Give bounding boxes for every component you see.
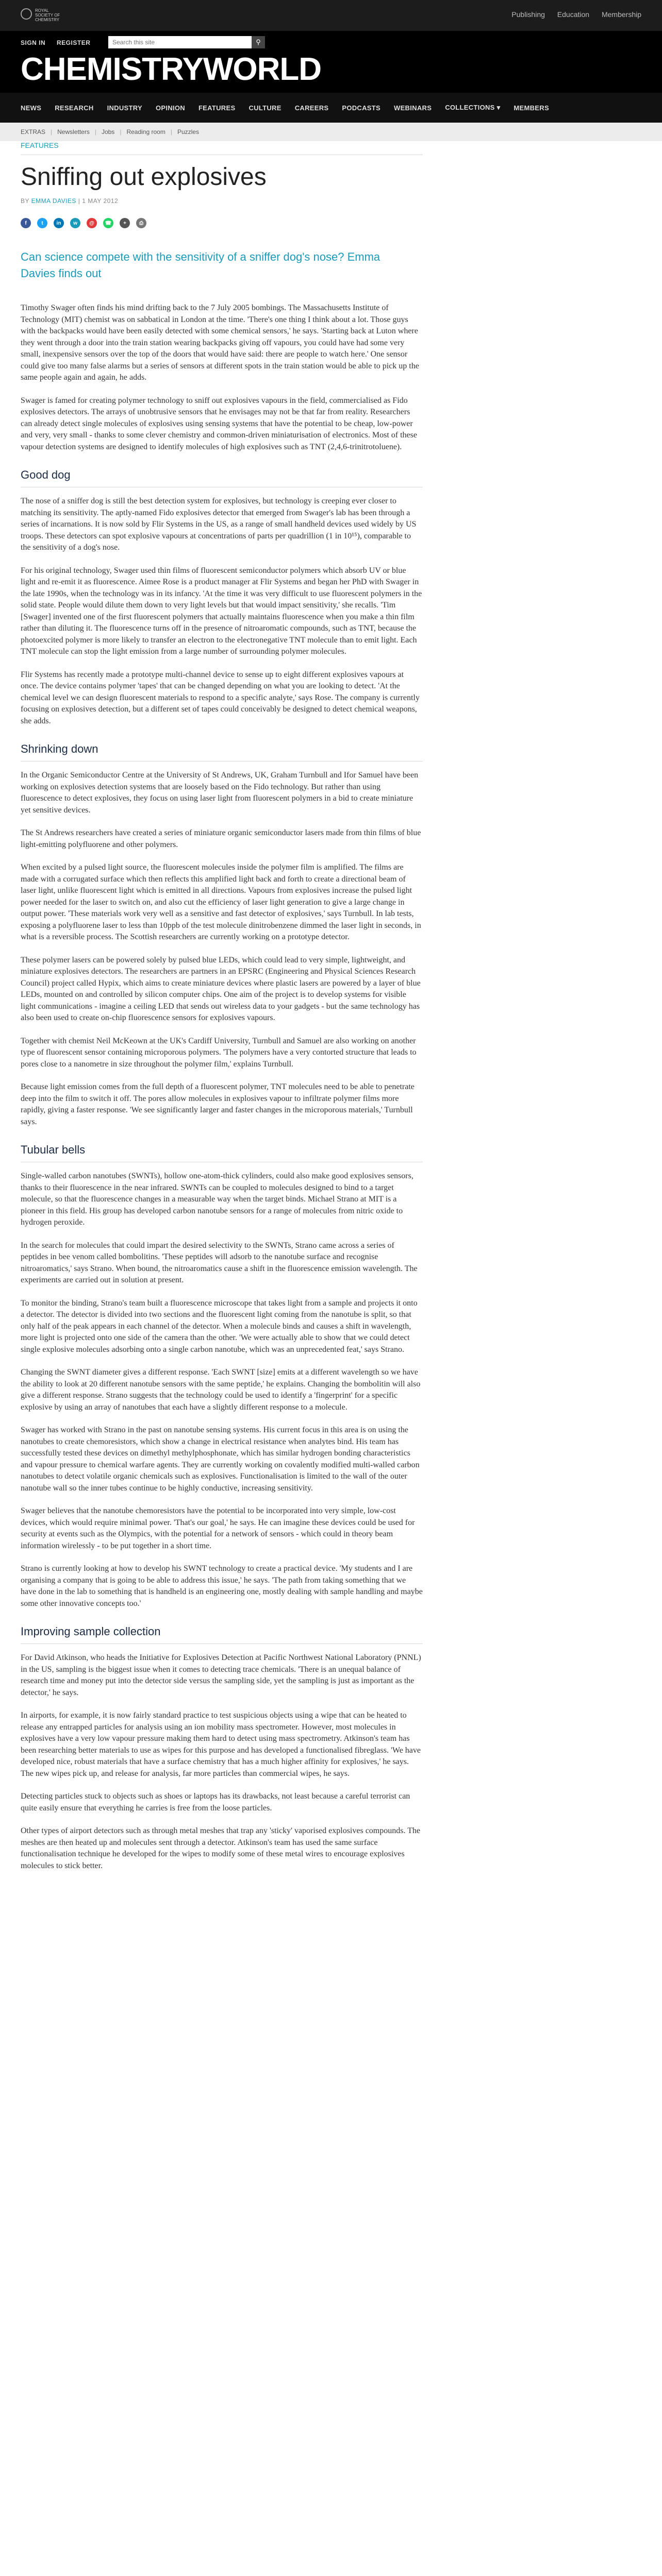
body-paragraph: For David Atkinson, who heads the Initiative for Explosives Detection at Pacific Northwest National Laboratory (PNNL) in the US, sampling is the biggest issue when it comes to detecting trace chemicals. 'There is an unequal balance of research time and money put into the detector side versus the sampling side, yet the sampling is just as important as the detector,' he says. <box>21 1653 421 1697</box>
link-publishing[interactable]: Publishing <box>511 10 545 19</box>
body-paragraph: These polymer lasers can be powered solely by pulsed blue LEDs, which could lead to very simple, lightweight, and miniature explosives detectors. The researchers are partners in an EPSRC (Engineering and Physical Sciences Research Council) project called Hypix, which aims to create miniature devices where plastic lasers are powered by a layer of blue LEDs, mounted on and controlled by silicon computer chips. One aim of the project is to develop systems for visible light communications - imagine a ceiling LED that sends out wireless data to your gadgets - but the same technology has also been used to create on-chip fluorescence sensors for explosives vapours. <box>21 955 421 1022</box>
subheading-improving-sample-collection: Improving sample collection <box>21 1625 161 1638</box>
subnav-newsletters[interactable]: Newsletters <box>57 128 90 135</box>
search-input[interactable] <box>108 36 256 48</box>
article-title: Sniffing out explosives <box>21 163 267 191</box>
email-icon[interactable]: @ <box>87 218 97 228</box>
subnav-puzzles[interactable]: Puzzles <box>177 128 199 135</box>
nav-careers[interactable]: CAREERS <box>294 104 329 112</box>
subheading-tubular-bells: Tubular bells <box>21 1143 86 1156</box>
search-button[interactable] <box>252 36 265 48</box>
body-paragraph: Together with chemist Neil McKeown at the UK's Cardiff University, Turnbull and Samuel are also working on another type of fluorescent sensor containing microporous polymers. 'The polymers have a very contorted structure that leads to pores close to a nanometre in size throughout the polymer film,' explains Turnbull. <box>21 1036 417 1069</box>
body-paragraph: Timothy Swager often finds his mind drifting back to the 7 July 2005 bombings. The Massachusetts Institute of Technology (MIT) chemist was on sabbatical in London at the time. 'There's one thing I think about a lot. Those guys with the backpacks would have been easily detected with some chemical sensors,' he says. 'Starting back at Luton where they went through a door into the train station wearing backpacks giving off vapours, you could have had some very small, inexpensive sensors over the top of the doors that would have said: there are people to watch here.' One sensor could give too many false alarms but a series of sensors at different spots in the train station would be able to pick up the same people again and again, he adds. <box>21 303 419 382</box>
sign-in-link[interactable]: SIGN IN <box>21 39 46 46</box>
subnav-jobs[interactable]: Jobs <box>101 128 115 135</box>
register-link[interactable]: REGISTER <box>57 39 91 46</box>
subheading-good-dog: Good dog <box>21 468 71 481</box>
standfirst: Can science compete with the sensitivity of a sniffer dog's nose? Emma Davies finds out <box>21 250 380 280</box>
section-label[interactable]: FEATURES <box>21 141 59 149</box>
body-paragraph: Other types of airport detectors such as through metal meshes that trap any 'sticky' vaporised explosives compounds. The meshes are then heated up and molecules sent through a detector. Atkinson's team has used the same surface functionalisation technique he developed for the wipes to modify some of these metal wires to encourage explosives molecules to stick better. <box>21 1826 421 1870</box>
search-icon: ⚲ <box>256 38 261 46</box>
nav-news[interactable]: NEWS <box>21 104 42 112</box>
body-paragraph: Swager has worked with Strano in the past on nanotube sensing systems. His current focus in this area is on using the nanotubes to create chemoresistors, which show a change in electrical resistance when analytes bind. His team has successfully tested these devices on dimethyl methylphosphonate, which has similar hydrogen bonding characteristics and vapour pressure to chemical warfare agents. They are currently working on covalently modified multi-walled carbon nanotubes to detect volatile organic chemicals such as explosives. Functionalisation is limited to the wall of the outer nanotube wall so the inner tubes continue to be highly conductive, increasing sensitivity. <box>21 1426 420 1493</box>
nav-members[interactable]: MEMBERS <box>514 104 549 112</box>
publish-date: 1 MAY 2012 <box>82 197 119 205</box>
body-paragraph: Swager believes that the nanotube chemoresistors have the potential to be incorporated into very simple, low-cost devices, which would require minimal power. 'That's our goal,' he says. He can imagine these devices could be used for security at events such as the Olympics, with the potential for a network of sensors - which could in theory beam information wirelessly - to be put together in a short time. <box>21 1506 415 1550</box>
subnav-separator: | <box>120 128 122 135</box>
twitter-icon[interactable]: t <box>37 218 47 228</box>
print-icon[interactable]: ⎙ <box>136 218 146 228</box>
nav-podcasts[interactable]: PODCASTS <box>342 104 380 112</box>
nav-features[interactable]: FEATURES <box>198 104 236 112</box>
link-education[interactable]: Education <box>557 10 590 19</box>
body-paragraph: To monitor the binding, Strano's team built a fluorescence microscope that takes light from a sample and projects it onto a detector. The detector is divided into two sections and the fluorescent light coming from the nanotube is split, so that only half of the peak appears in each channel of the detector. When a molecule binds and causes a shift in wavelength, more light is projected onto one side of the camera than the other. 'We were actually able to show that we could detect single explosive molecules adsorbing onto a single carbon nanotube, which was an unprecedented feat,' says Strano. <box>21 1298 418 1354</box>
subnav-extras: EXTRAS <box>21 128 46 135</box>
site-header <box>0 31 662 93</box>
body-paragraph: The St Andrews researchers have created a series of miniature organic semiconductor lasers made from thin films of blue light-emitting polyfluorene and other polymers. <box>21 828 421 849</box>
byline-prefix: BY <box>21 197 29 205</box>
body-paragraph: When excited by a pulsed light source, the fluorescent molecules inside the polymer film is amplified. The films are made with a corrugated surface which then reflects this amplified light back and forth to create a directional beam of laser light, unlike fluorescent light which is emitted in all directions. Vapours from explosives increase the pulsed light power needed for the laser to switch on, and also cut the efficiency of laser light generation to give a large change in output power. 'These materials work very well as a sensitive and fast detector of explosives,' says Turnbull. In lab tests, exposing a polyfluorene laser to less than 10ppb of the test molecule dinitrobenzene dimmed the laser light in seconds, in what is a reversible process. The Scottish researchers are currently working on a prototype detector. <box>21 863 421 941</box>
body-paragraph: In airports, for example, it is now fairly standard practice to test suspicious objects using a wipe that can be heated to release any entrapped particles for analysis using an ion mobility mass spectrometer. However, most molecules in explosives have a very low vapour pressure making them hard to detect using mass spectrometry. Atkinson's team has been researching better materials to use as wipes for this purpose and has developed a functionalised fibreglass. 'We have developed nice, robust materials that have a surface chemistry that has a much higher affinity for explosives,' he says. The new wipes pick up, and release for analysis, far more particles than commercial wipes, he says. <box>21 1711 421 1778</box>
link-membership[interactable]: Membership <box>601 10 641 19</box>
subnav-separator: | <box>94 128 96 135</box>
chemistry-world-logo[interactable]: CHEMISTRYWORLD <box>21 52 321 87</box>
share-bar <box>21 218 423 228</box>
body-paragraph: Changing the SWNT diameter gives a different response. 'Each SWNT [size] emits at a different wavelength so we have the ability to look at 20 different nanotube sensors with the same peptide,' he explains. Changing the bombolitin will also give a different response. Strano suggests that the technology could be used to identify a 'fingerprint' for a specific explosive by using an array of nanotubes that each have a slightly different response to a molecule. <box>21 1368 421 1412</box>
body-paragraph: Flir Systems has recently made a prototype multi-channel device to sense up to eight different explosives vapours at once. The device contains polymer 'tapes' that can be changed depending on what you are looking to detect. 'At the chemical level we can design fluorescent materials to respond to a specific analyte,' says Rose. The company is currently focusing on explosives detection, but a different set of tapes could conceivably be designed to detect chemical weapons, she adds. <box>21 670 420 725</box>
nav-opinion[interactable]: OPINION <box>155 104 185 112</box>
account-links <box>21 39 100 46</box>
facebook-icon[interactable]: f <box>21 218 31 228</box>
body-paragraph: In the search for molecules that could impart the desired selectivity to the SWNTs, Strano came across a series of peptides in bee venom called bombolitins. 'These peptides will adsorb to the nanotube surface and recognise nitroaromatics,' says Strano. When bound, the nitroaromatics cause a shift in the fluorescence emission wavelength. The experiments are carried out in solution at present. <box>21 1241 418 1284</box>
rsc-logo-text: ROYAL SOCIETY OF CHEMISTRY <box>35 8 60 22</box>
linkedin-icon[interactable]: in <box>54 218 64 228</box>
body-paragraph: Strano is currently looking at how to develop his SWNT technology to create a practical device. 'My students and I are organising a company that is going to be able to address this issue,' he says. 'The path from taking something that we have done in the lab to something that is handheld is an engineering one, mostly dealing with sample handling and maybe some other innovative concepts too.' <box>21 1564 423 1608</box>
top-utility-bar <box>0 0 662 31</box>
article <box>21 141 423 1883</box>
rsc-logo[interactable] <box>21 6 60 24</box>
divider <box>21 1643 423 1644</box>
nav-webinars[interactable]: WEBINARS <box>394 104 432 112</box>
secondary-nav <box>0 123 662 141</box>
main-nav <box>0 93 662 123</box>
nav-industry[interactable]: INDUSTRY <box>107 104 142 112</box>
author-link[interactable]: EMMA DAVIES <box>31 197 76 205</box>
byline <box>21 197 423 205</box>
byline-separator: | <box>78 197 82 205</box>
subnav-reading-room[interactable]: Reading room <box>126 128 166 135</box>
nav-collections[interactable]: COLLECTIONS ▾ <box>445 104 501 111</box>
body-paragraph: In the Organic Semiconductor Centre at the University of St Andrews, UK, Graham Turnbull and Ifor Samuel have been working on explosives detection systems that are loosely based on the Fido technology. But rather than using fluorescence to detect explosives, they focus on using laser light from fluorescent polymers in a bid to create miniature yet sensitive devices. <box>21 771 419 815</box>
share-icon[interactable]: + <box>120 218 130 228</box>
body-paragraph: Single-walled carbon nanotubes (SWNTs), hollow one-atom-thick cylinders, could also make good explosives sensors, thanks to their fluorescence in the near infrared. SWNTs can be coupled to molecules designed to bind to a target molecule, so that the fluorescence changes in a measurable way when the target binds. Michael Strano at MIT is a pioneer in this field. His group has developed carbon nanotube sensors for a range of molecules from nitric oxide to hydrogen peroxide. <box>21 1172 413 1227</box>
body-paragraph: For his original technology, Swager used thin films of fluorescent semiconductor polymers which absorb UV or blue light and re-emit it as fluorescence. Aimee Rose is a product manager at Flir Systems and began her PhD with Swager in the late 1990s, when the technology was in its infancy. 'At the time it was very difficult to use fluorescent polymers in the solid state. People would dilute them down to very light levels but that would impact sensitivity,' she recalls. 'Tim [Swager] invented one of the first fluorescent polymers that actually maintains fluorescence when you make a thin film rather than diluting it. The fluorescence turns off in the presence of nitroaromatic compounds, such as TNT, because the photoexcited polymer is more likely to transfer an electron to the electronegative TNT molecule than to emit light. Each TNT molecule can stop the light emission from a large number of surrounding polymer molecules. <box>21 566 422 656</box>
whatsapp-icon[interactable]: ☎ <box>103 218 113 228</box>
nav-research[interactable]: RESEARCH <box>55 104 94 112</box>
subheading-shrinking-down: Shrinking down <box>21 742 98 755</box>
body-paragraph: Detecting particles stuck to objects such as shoes or laptops has its drawbacks, not least because a careful terrorist can quite easily ensure that everything he carries is free from the loose particles. <box>21 1792 410 1812</box>
weibo-icon[interactable]: w <box>70 218 80 228</box>
body-paragraph: The nose of a sniffer dog is still the best detection system for explosives, but technology is creeping ever closer to matching its sensitivity. The aptly-named Fido explosives detector that emerged from Swager's lab has been through a series of incarnations. It is now sold by Flir Systems in the US, as a range of small handheld devices used widely by US troops. These detectors can spot explosive vapours at concentrations of parts per quadrillion (1 in 10¹⁵), comparable to the sensitivity of a dog's nose. <box>21 497 417 552</box>
article-body <box>21 302 423 1872</box>
rsc-logo-mark-icon <box>21 8 32 20</box>
nav-culture[interactable]: CULTURE <box>249 104 282 112</box>
subnav-separator: | <box>170 128 172 135</box>
subnav-separator: | <box>51 128 53 135</box>
body-paragraph: Because light emission comes from the full depth of a fluorescent polymer, TNT molecules need to be able to penetrate deep into the film to switch it off. The pores allow molecules in explosives vapour to infiltrate polymer films more rapidly, giving a faster response. 'We see significantly larger and faster changes in the microporous materials,' Turnbull says. <box>21 1082 415 1126</box>
body-paragraph: Swager is famed for creating polymer technology to sniff out explosives vapours in the field, commercialised as Fido explosives detectors. The arrays of unobtrusive sensors that he envisages may not be that far from reality. Researchers can already detect single molecules of explosives using sensing systems that have the potential to be cheap, low-power and very, very small - thanks to some clever chemistry and common-driven miniaturisation of electronics. Most of these vapour detection systems are designed to identify molecules of high explosives such as TNT (2,4,6-trinitrotoluene). <box>21 396 417 451</box>
utility-links <box>501 10 641 19</box>
